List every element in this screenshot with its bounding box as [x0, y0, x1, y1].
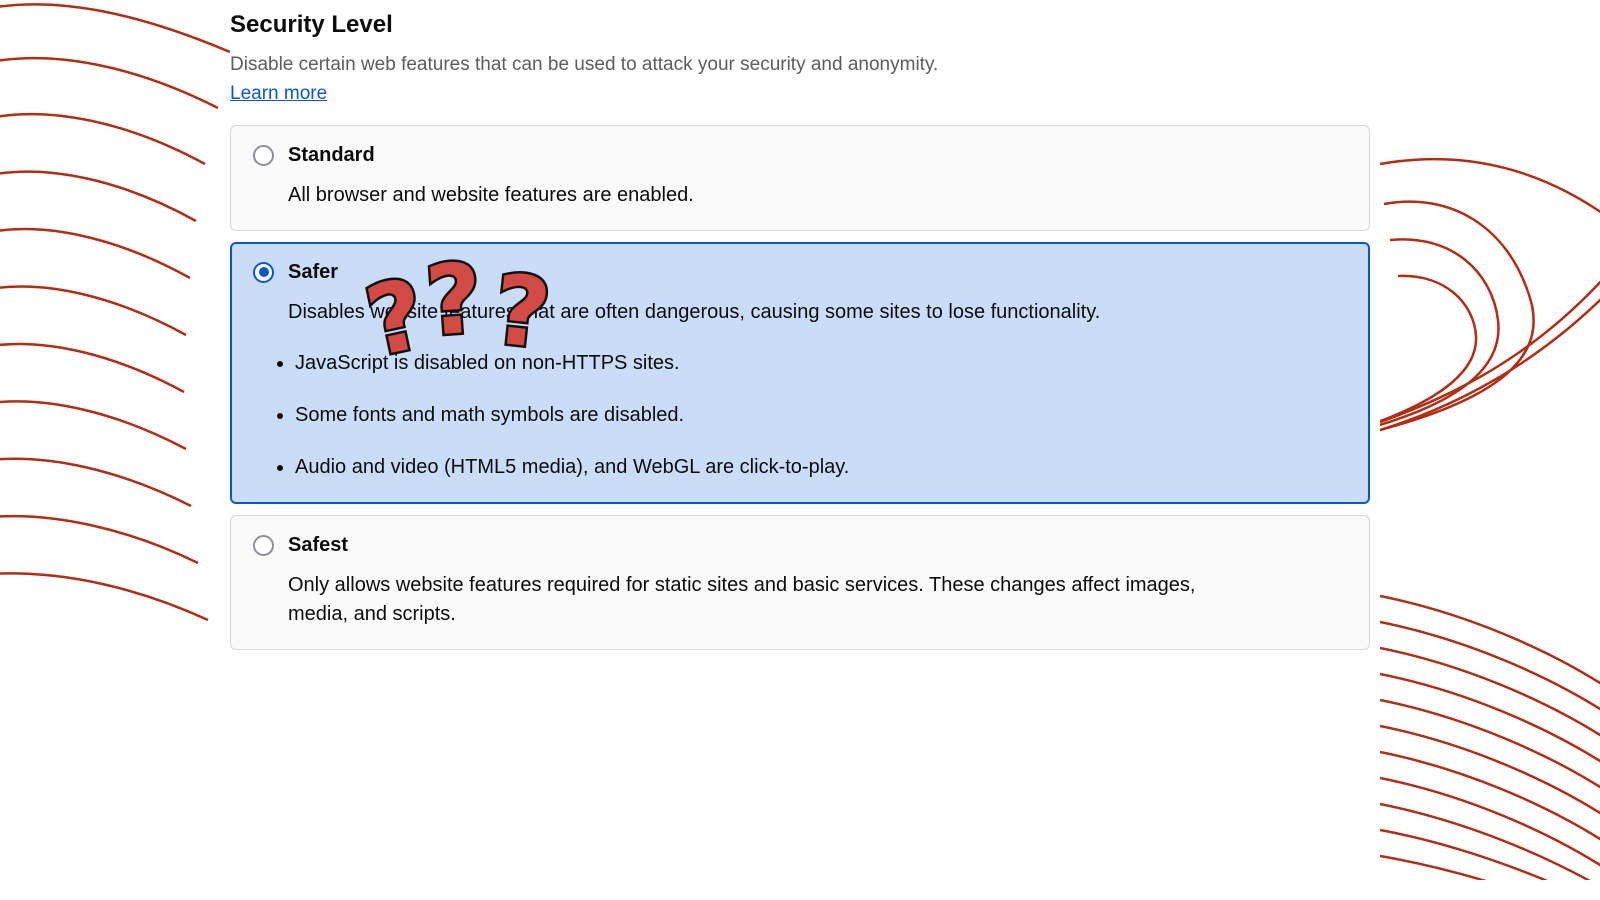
option-standard[interactable]: [230, 125, 1370, 231]
section-description: Disable certain web features that can be used to attack your security and anonymity.: [230, 54, 939, 75]
list-item: • Some fonts and math symbols are disabled.: [295, 401, 1347, 429]
question-mark-icon: ?: [488, 253, 556, 371]
option-standard-header: [253, 144, 1347, 167]
decorative-lines-right-bottom: [1380, 590, 1600, 880]
option-safer[interactable]: [230, 242, 1370, 504]
decorative-lines-left: [0, 0, 230, 640]
list-item: • Audio and video (HTML5 media), and WebGL are click-to-play.: [295, 453, 1347, 481]
option-safest-description: Only allows website features required for static sites and basic services. These changes affect images, media, and scripts.: [288, 573, 1196, 625]
question-mark-icon: ?: [422, 242, 486, 358]
option-safer-header: [253, 261, 1347, 284]
decorative-lines-right-top: [1380, 130, 1600, 460]
page-title: Security Level: [230, 11, 393, 38]
option-standard-description: All browser and website features are enabled.: [288, 183, 694, 206]
list-item: • JavaScript is disabled on non-HTTPS sites.: [295, 349, 1347, 377]
option-safer-description: Disables website features that are often dangerous, causing some sites to lose functionality.: [288, 300, 1101, 323]
learn-more-link[interactable]: Learn more: [230, 82, 328, 104]
radio-safer[interactable]: [253, 262, 274, 283]
option-standard-label: Standard: [288, 143, 375, 166]
radio-safest[interactable]: [253, 535, 274, 556]
option-safer-bullets: [253, 349, 1347, 481]
radio-standard[interactable]: [253, 145, 274, 166]
question-mark-icon: ?: [356, 257, 435, 379]
option-safer-label: Safer: [288, 260, 339, 283]
security-level-options: [230, 125, 1370, 650]
security-level-panel: [230, 0, 1370, 661]
option-safest[interactable]: [230, 515, 1370, 650]
option-safest-label: Safest: [288, 533, 349, 556]
option-safest-header: [253, 534, 1347, 557]
